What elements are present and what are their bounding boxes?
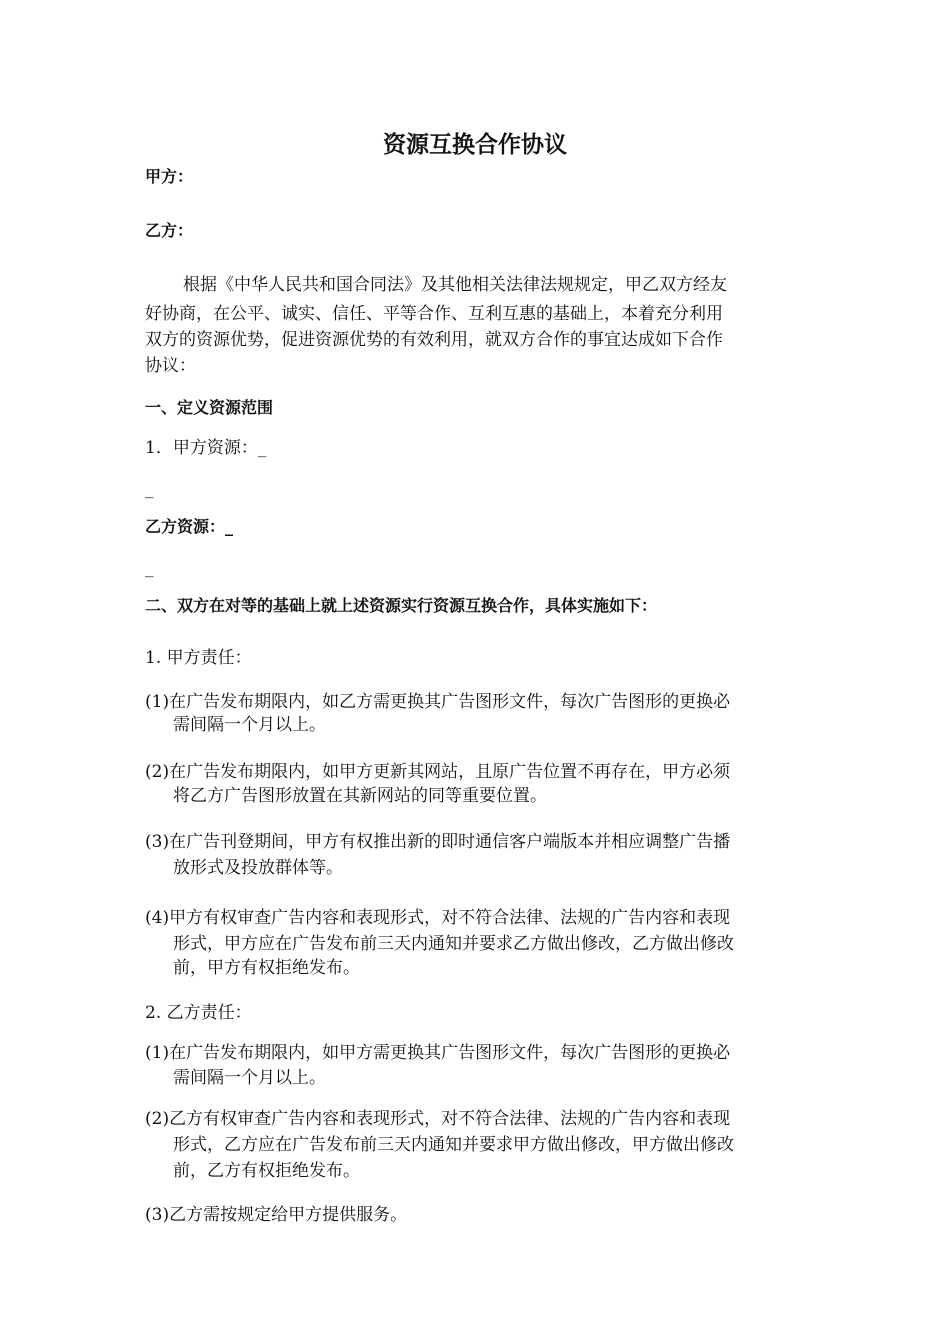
party-a-item-2-cont: 将乙方广告图形放置在其新网站的同等重要位置。 (173, 786, 547, 806)
intro-line: 协议： (145, 356, 196, 376)
party-a-resource: 1．甲方资源：_ (145, 438, 267, 458)
party-b-resource: 乙方资源：_ (145, 517, 234, 536)
intro-line: 双方的资源优势，促进资源优势的有效利用，就双方合作的事宜达成如下合作 (145, 330, 723, 350)
party-a-label: 甲方： (145, 167, 194, 186)
section-1-heading: 一、定义资源范围 (145, 398, 274, 417)
section-2-heading: 二、双方在对等的基础上就上述资源实行资源互换合作，具体实施如下： (145, 596, 658, 615)
party-a-responsibility-heading: 1. 甲方责任： (145, 648, 252, 668)
party-b-item-2-cont: 前，乙方有权拒绝发布。 (173, 1161, 360, 1181)
party-a-item-4-cont: 前，甲方有权拒绝发布。 (173, 958, 360, 978)
party-a-item-4: (4)甲方有权审查广告内容和表现形式，对不符合法律、法规的广告内容和表现 (145, 908, 731, 928)
party-b-responsibility-heading: 2. 乙方责任： (145, 1003, 252, 1023)
party-b-item-1-cont: 需间隔一个月以上。 (173, 1068, 326, 1088)
party-b-item-2-cont: 形式，乙方应在广告发布前三天内通知并要求甲方做出修改，甲方做出修改 (173, 1135, 734, 1155)
party-a-item-4-cont: 形式，甲方应在广告发布前三天内通知并要求乙方做出修改，乙方做出修改 (173, 934, 734, 954)
party-b-item-1: (1)在广告发布期限内，如甲方需更换其广告图形文件，每次广告图形的更换必 (145, 1043, 731, 1063)
party-a-item-1-cont: 需间隔一个月以上。 (173, 715, 326, 735)
intro-line: 根据《中华人民共和国合同法》及其他相关法律法规规定，甲乙双方经友 (183, 275, 727, 295)
party-b-label: 乙方： (145, 221, 194, 240)
party-b-item-2: (2)乙方有权审查广告内容和表现形式，对不符合法律、法规的广告内容和表现 (145, 1109, 731, 1129)
party-b-resource-blank: _ (145, 558, 154, 578)
document-title: 资源互换合作协议 (383, 132, 567, 158)
intro-line: 好协商，在公平、诚实、信任、平等合作、互利互惠的基础上，本着充分利用 (145, 304, 723, 324)
party-a-item-3-cont: 放形式及投放群体等。 (173, 858, 343, 878)
party-a-item-3: (3)在广告刊登期间，甲方有权推出新的即时通信客户端版本并相应调整广告播 (145, 832, 731, 852)
party-b-item-3: (3)乙方需按规定给甲方提供服务。 (145, 1205, 408, 1225)
party-a-item-2: (2)在广告发布期限内，如甲方更新其网站，且原广告位置不再存在，甲方必须 (145, 762, 731, 782)
party-a-resource-blank: _ (145, 479, 154, 499)
party-a-item-1: (1)在广告发布期限内，如乙方需更换其广告图形文件，每次广告图形的更换必 (145, 692, 731, 712)
